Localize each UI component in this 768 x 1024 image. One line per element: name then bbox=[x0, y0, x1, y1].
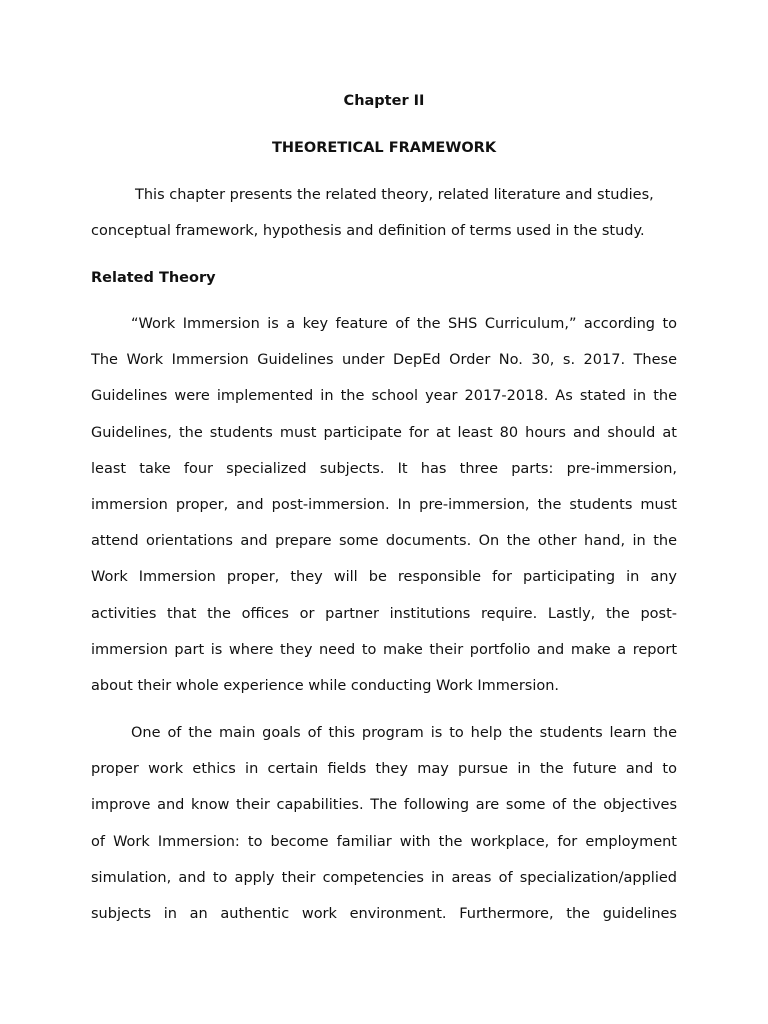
chapter-title: Chapter II bbox=[343, 93, 425, 109]
paragraph-line: The Work Immersion Guidelines under DepEd Order No. 30, s. 2017. These bbox=[91, 352, 677, 369]
paragraph-line: This chapter presents the related theory, related literature and studies, bbox=[135, 187, 654, 203]
section-heading: Related Theory bbox=[91, 270, 216, 286]
page-title: THEORETICAL FRAMEWORK bbox=[271, 140, 497, 156]
paragraph-line: Guidelines were implemented in the school year 2017-2018. As stated in the bbox=[91, 388, 677, 405]
paragraph-line: Work Immersion proper, they will be responsible for participating in any bbox=[91, 569, 677, 586]
paragraph-line: simulation, and to apply their competencies in areas of specialization/applied bbox=[91, 869, 677, 886]
body-paragraph-1 bbox=[91, 314, 677, 712]
paragraph-line: improve and know their capabilities. The following are some of the objectives bbox=[91, 797, 677, 814]
paragraph-line: about their whole experience while conducting Work Immersion. bbox=[91, 677, 560, 694]
paragraph-line: proper work ethics in certain fields they may pursue in the future and to bbox=[91, 761, 677, 778]
paragraph-line: “Work Immersion is a key feature of the SHS Curriculum,” according to bbox=[131, 316, 677, 332]
paragraph-line: One of the main goals of this program is to help the students learn the bbox=[131, 725, 677, 741]
paragraph-line: attend orientations and prepare some documents. On the other hand, in the bbox=[91, 533, 677, 550]
paragraph-line: subjects in an authentic work environment. Furthermore, the guidelines bbox=[91, 905, 677, 922]
paragraph-line: immersion proper, and post-immersion. In pre-immersion, the students must bbox=[91, 496, 677, 513]
intro-paragraph bbox=[91, 185, 677, 257]
body-paragraph-2 bbox=[91, 723, 677, 940]
paragraph-line: of Work Immersion: to become familiar with the workplace, for employment bbox=[91, 833, 677, 850]
paragraph-line: least take four specialized subjects. It has three parts: pre-immersion, bbox=[91, 460, 677, 477]
paragraph-line: Guidelines, the students must participate for at least 80 hours and should at bbox=[91, 424, 677, 441]
paragraph-line: immersion part is where they need to make their portfolio and make a report bbox=[91, 641, 677, 658]
paragraph-line: conceptual framework, hypothesis and definition of terms used in the study. bbox=[91, 223, 645, 240]
paragraph-line: activities that the offices or partner institutions require. Lastly, the post- bbox=[91, 605, 677, 622]
